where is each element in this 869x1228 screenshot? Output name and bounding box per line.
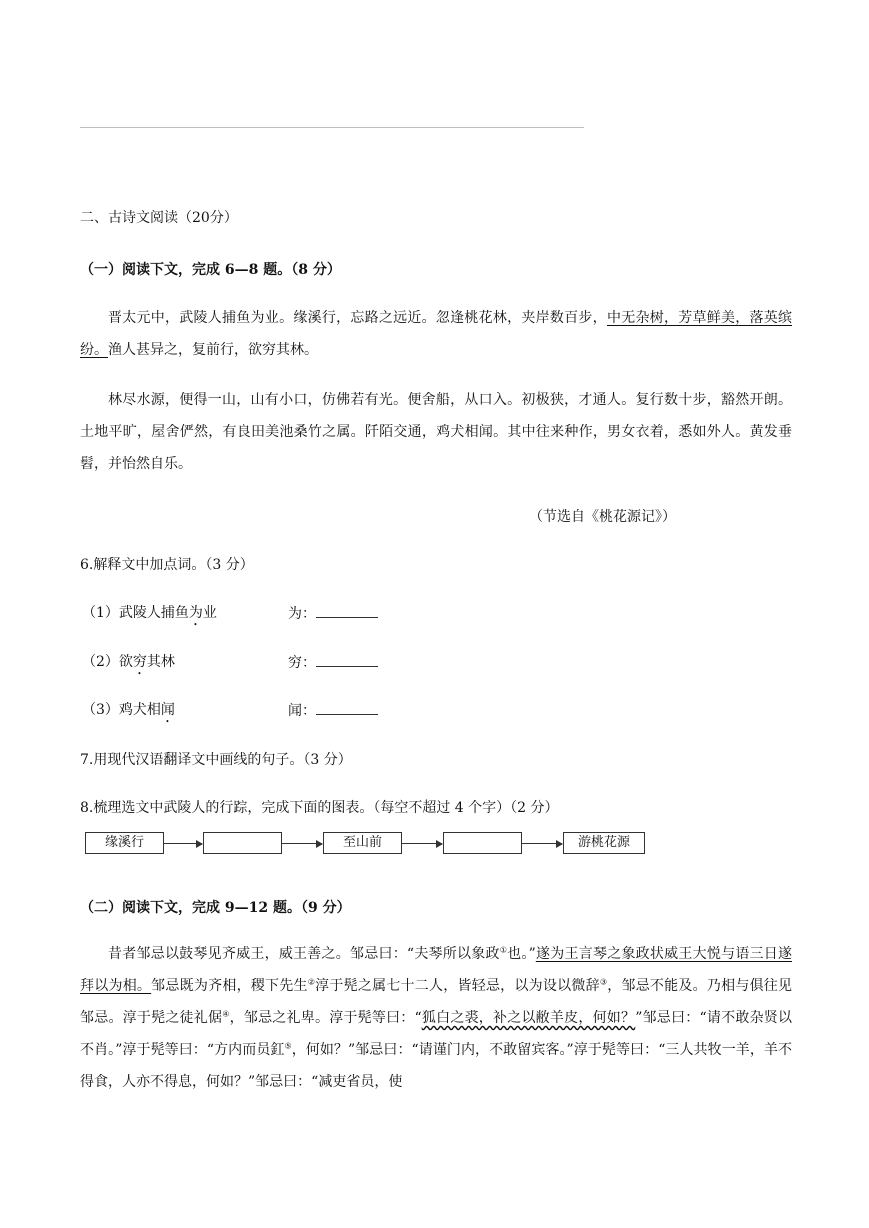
source-note: （节选自《桃花源记》）	[529, 509, 676, 525]
flow-box-4-blank[interactable]	[443, 832, 522, 854]
q6-answer-3[interactable]: 闻：	[288, 700, 378, 721]
flow-arrow	[164, 843, 202, 844]
flow-box-5: 游桃花源	[563, 832, 645, 854]
flow-box-1: 缘溪行	[85, 832, 164, 854]
footnote-marker: ①	[499, 945, 508, 955]
answer-blank[interactable]	[316, 700, 378, 715]
q6-item-2: （2）欲穷其林	[82, 654, 175, 670]
p1-underlined-sentence: 中无杂树，芳草鲜美，落英缤纷。	[80, 310, 793, 358]
flow-arrow	[282, 843, 322, 844]
wavy-underlined-sentence: 狐白之裘，补之以敝羊皮，何如？	[421, 1010, 636, 1026]
p1-text-b: 渔人甚异之，复前行，欲穷其林。	[108, 342, 318, 358]
flow-arrow	[402, 843, 442, 844]
p1-text-a: 晋太元中，武陵人捕鱼为业。缘溪行，忘路之远近。忽逢桃花林，夹岸数百步，	[108, 310, 607, 326]
section-title: 二、古诗文阅读（20分）	[80, 210, 238, 226]
answer-blank[interactable]	[316, 603, 378, 618]
footnote-marker: ⑤	[284, 1041, 292, 1051]
header-rule	[80, 127, 584, 128]
footnote-marker: ③	[599, 977, 608, 987]
part1-paragraph-1	[80, 302, 792, 366]
part2-heading: （二）阅读下文，完成 9—12 题。（9 分）	[80, 900, 351, 916]
flow-arrow	[522, 843, 562, 844]
q8-stem: 8.梳理选文中武陵人的行踪，完成下面的图表。（每空不超过 4 个字）（2 分）	[80, 800, 559, 816]
part2-paragraph: 昔者邹忌以鼓琴见齐威王，威王善之。邹忌曰：“夫琴所以象政①也。”遂为王言琴之象政状威王大悦与语三日遂拜以为相。邹忌既为齐相，稷下先生②淳于髡之属七十二人，皆轻忌，以为设以微辞③，邹忌不能及。乃相与俱往见邹忌。淳于髡之徒礼倨④，邹忌之礼卑。淳于髡等曰：“狐白之裘，补之以敝羊皮，何如？”邹忌曰：“请不敢杂贤以不肖。”淳于髡等曰：“方内而员釭⑤，何如？”邹忌曰：“请谨门内，不敢留宾客。”淳于髡等曰：“三人共牧一羊，羊不得食，人亦不得息，何如？”邹忌曰：“减吏省员，使	[80, 945, 793, 1090]
dotted-word: 闻	[160, 702, 175, 718]
footnote-marker: ④	[222, 1009, 230, 1019]
q6-answer-1[interactable]: 为：	[288, 603, 378, 624]
q7-stem: 7.用现代汉语翻译文中画线的句子。（3 分）	[80, 752, 352, 768]
part1-paragraph-2: 林尽水源，便得一山，山有小口，仿佛若有光。便舍船，从口入。初极狭，才通人。复行数十步，豁然开朗。土地平旷，屋舍俨然，有良田美池桑竹之属。阡陌交通，鸡犬相闻。其中往来种作，男女衣着，悉如外人。黄发垂髫，并怡然自乐。	[80, 392, 792, 472]
route-flowchart	[85, 832, 645, 856]
flow-box-2-blank[interactable]	[203, 832, 282, 854]
underlined-sentence: 遂为王言琴之象政状威王大悦与语三日遂拜以为相。	[80, 946, 793, 994]
footnote-marker: ②	[307, 977, 316, 987]
part1-heading: （一）阅读下文，完成 6—8 题。（8 分）	[80, 262, 341, 278]
q6-stem: 6.解释文中加点词。（3 分）	[80, 557, 254, 573]
q6-item-3: （3）鸡犬相闻	[82, 702, 175, 718]
dotted-word: 为	[188, 605, 203, 621]
dotted-word: 穷	[132, 654, 147, 670]
q6-item-1: （1）武陵人捕鱼为业	[82, 605, 217, 621]
answer-blank[interactable]	[316, 652, 378, 667]
flow-box-3: 至山前	[323, 832, 402, 854]
q6-answer-2[interactable]: 穷：	[288, 652, 378, 673]
